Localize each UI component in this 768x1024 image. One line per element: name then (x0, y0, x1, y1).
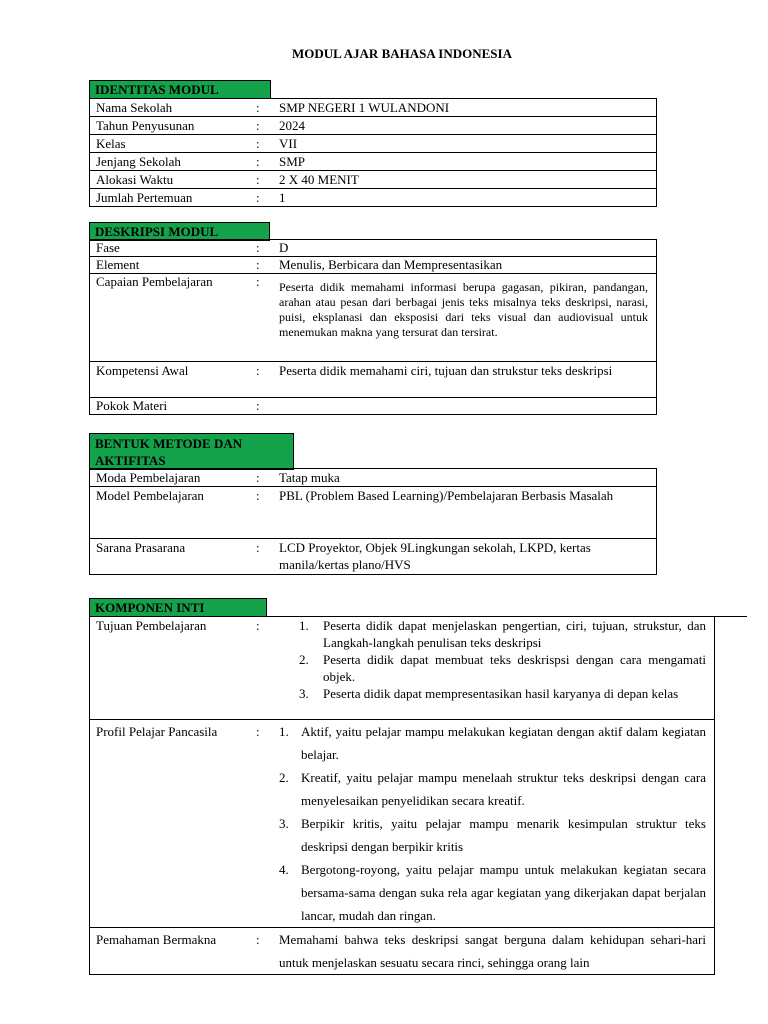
section-header-deskripsi: DESKRIPSI MODUL (89, 222, 270, 241)
row-value: VII (275, 135, 657, 153)
metode-table (89, 468, 657, 575)
row-value: Peserta didik memahami ciri, tujuan dan strukstur teks deskripsi (275, 362, 657, 398)
row-colon: : (256, 171, 275, 189)
table-row (90, 99, 657, 117)
row-label: Sarana Prasarana (90, 539, 257, 575)
row-label: Pemahaman Bermakna (90, 928, 257, 975)
row-value: D (275, 240, 657, 257)
list-item (279, 685, 706, 702)
table-row (90, 539, 657, 575)
list-text: Peserta didik dapat membuat teks deskrispsi dengan cara mengamati objek. (323, 652, 706, 684)
row-colon: : (256, 398, 275, 415)
row-colon: : (256, 117, 275, 135)
table-row (90, 189, 657, 207)
row-label: Model Pembelajaran (90, 487, 257, 539)
table-row (90, 274, 657, 362)
row-colon: : (256, 135, 275, 153)
row-value: PBL (Problem Based Learning)/Pembelajaran Berbasis Masalah (275, 487, 657, 539)
komponen-table (89, 616, 715, 975)
row-value: LCD Proyektor, Objek 9Lingkungan sekolah, LKPD, kertas manila/kertas plano/HVS (275, 539, 657, 575)
identitas-table (89, 98, 657, 207)
row-value (275, 398, 657, 415)
row-label: Nama Sekolah (90, 99, 257, 117)
table-row (90, 469, 657, 487)
row-label: Profil Pelajar Pancasila (90, 720, 257, 928)
row-colon: : (256, 274, 275, 362)
table-row (90, 257, 657, 274)
row-value: Tatap muka (275, 469, 657, 487)
row-value: Peserta didik memahami informasi berupa gagasan, pikiran, pandangan, arahan atau pesan dari berbagai jenis teks misalnya teks deskripsi, narasi, puisi, eksplanasi dan eksposisi dari teks visual dan audiovisual untuk menemukan makna yang tersurat dan tersirat. (275, 274, 657, 362)
row-colon: : (256, 617, 275, 720)
row-label: Moda Pembelajaran (90, 469, 257, 487)
row-label: Kompetensi Awal (90, 362, 257, 398)
list-text: Peserta didik dapat mempresentasikan hasil karyanya di depan kelas (323, 686, 679, 701)
row-value: SMP NEGERI 1 WULANDONI (275, 99, 657, 117)
table-row (90, 153, 657, 171)
list-text: Bergotong-royong, yaitu pelajar mampu untuk melakukan kegiatan secara bersama-sama dengan suka rela agar kegiatan yang dikerjakan dapat berjalan lancar, mudah dan ringan. (301, 862, 706, 923)
row-label: Alokasi Waktu (90, 171, 257, 189)
list-number: 1. (279, 724, 289, 739)
row-label: Element (90, 257, 257, 274)
tujuan-list (279, 617, 706, 702)
list-text: Berpikir kritis, yaitu pelajar mampu menarik kesimpulan struktur teks deskripsi dengan berpikir kritis (301, 816, 706, 854)
list-number: 3. (279, 816, 289, 831)
table-row (90, 720, 715, 928)
row-value: 2024 (275, 117, 657, 135)
section-header-metode: BENTUK METODE DAN AKTIFITAS (89, 433, 294, 470)
row-value (275, 617, 715, 720)
row-colon: : (256, 189, 275, 207)
list-item (279, 858, 706, 927)
table-row (90, 171, 657, 189)
row-colon: : (256, 153, 275, 171)
row-colon: : (256, 240, 275, 257)
row-colon: : (256, 99, 275, 117)
row-label: Tujuan Pembelajaran (90, 617, 257, 720)
list-number: 2. (279, 770, 289, 785)
list-text: Aktif, yaitu pelajar mampu melakukan kegiatan dengan aktif dalam kegiatan belajar. (301, 724, 706, 762)
list-number: 1. (299, 618, 309, 633)
row-colon: : (256, 487, 275, 539)
row-label: Jumlah Pertemuan (90, 189, 257, 207)
row-label: Capaian Pembelajaran (90, 274, 257, 362)
list-number: 2. (299, 652, 309, 667)
list-item (279, 720, 706, 766)
row-colon: : (256, 469, 275, 487)
row-value (275, 720, 715, 928)
row-colon: : (256, 928, 275, 975)
table-row (90, 487, 657, 539)
list-text: Kreatif, yaitu pelajar mampu menelaah struktur teks deskripsi dengan cara menyelesaikan penyelidikan secara kreatif. (301, 770, 706, 808)
row-colon: : (256, 362, 275, 398)
row-value: 2 X 40 MENIT (275, 171, 657, 189)
section-header-identitas: IDENTITAS MODUL (89, 80, 271, 99)
table-row (90, 240, 657, 257)
list-item (279, 812, 706, 858)
list-number: 4. (279, 862, 289, 877)
row-label: Tahun Penyusunan (90, 117, 257, 135)
row-colon: : (256, 720, 275, 928)
table-row (90, 117, 657, 135)
list-item (279, 766, 706, 812)
row-value: SMP (275, 153, 657, 171)
row-colon: : (256, 257, 275, 274)
table-row (90, 135, 657, 153)
table-row (90, 362, 657, 398)
profil-list (279, 720, 706, 927)
row-label: Fase (90, 240, 257, 257)
row-label: Pokok Materi (90, 398, 257, 415)
row-label: Kelas (90, 135, 257, 153)
section-header-komponen: KOMPONEN INTI (89, 598, 267, 617)
table-row (90, 928, 715, 975)
row-label: Jenjang Sekolah (90, 153, 257, 171)
table-row (90, 617, 715, 720)
row-value: Memahami bahwa teks deskripsi sangat berguna dalam kehidupan sehari-hari untuk menjelaskan sesuatu secara rinci, sehingga orang lain (275, 928, 715, 975)
list-text: Peserta didik dapat menjelaskan pengertian, ciri, tujuan, strukstur, dan Langkah-langkah penulisan teks deskripsi (323, 618, 706, 650)
list-number: 3. (299, 686, 309, 701)
list-item (279, 651, 706, 685)
deskripsi-table (89, 239, 657, 415)
row-colon: : (256, 539, 275, 575)
list-item (279, 617, 706, 651)
row-value: 1 (275, 189, 657, 207)
row-value: Menulis, Berbicara dan Mempresentasikan (275, 257, 657, 274)
document-title: MODUL AJAR BAHASA INDONESIA (292, 46, 512, 61)
table-row (90, 398, 657, 415)
